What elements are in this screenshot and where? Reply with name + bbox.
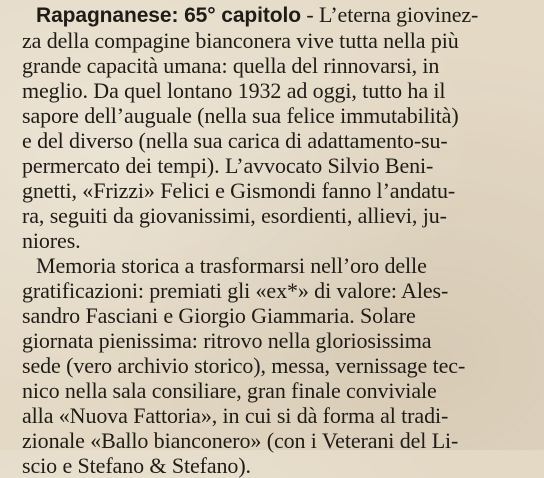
article-line: giornata pienissima: ritrovo nella gloriosissima — [22, 328, 432, 353]
article-line: permercato dei tempi). L’avvocato Silvio Beni- — [22, 153, 434, 178]
article-line: nico nella sala consiliare, gran finale conviviale — [22, 378, 437, 403]
article-line-text: Memoria storica a trasformarsi nell’oro delle — [36, 253, 427, 278]
article-line: grande capacità umana: quella del rinnovarsi, in — [22, 53, 440, 78]
article-line: sandro Fasciani e Giorgio Giammaria. Solare — [22, 303, 416, 328]
article-line-text: - L’eterna giovinez- — [300, 2, 479, 27]
article-paragraph-1 — [22, 2, 536, 253]
article-line: scio e Stefano & Stefano). — [22, 453, 251, 478]
article-line: gratificazioni: premiati gli «ex*» di valore: Ales- — [22, 278, 449, 303]
article-line: sapore dell’auguale (nella sua felice immutabilità) — [22, 103, 459, 128]
article-line — [22, 253, 536, 278]
article-line: alla «Nuova Fattoria», in cui si dà forma al tradi- — [22, 403, 449, 428]
article-line: meglio. Da quel lontano 1932 ad oggi, tutto ha il — [22, 78, 446, 103]
article-line: zionale «Ballo bianconero» (con i Veterani del Li- — [22, 428, 459, 453]
article-line: sede (vero archivio storico), messa, vernissage tec- — [22, 353, 466, 378]
article-line: gnetti, «Frizzi» Felici e Gismondi fanno l’andatu- — [22, 178, 456, 203]
article-line — [22, 2, 536, 28]
article-heading: Rapagnanese: 65° capitolo — [36, 4, 301, 27]
article-line: niores. — [22, 228, 81, 253]
article-line: za della compagine bianconera vive tutta nella più — [22, 28, 459, 53]
article-line: e del diverso (nella sua carica di adattamento-su- — [22, 128, 448, 153]
article-paragraph-2 — [22, 253, 536, 478]
article-line: ra, seguiti da giovanissimi, esordienti, allievi, ju- — [22, 203, 447, 228]
